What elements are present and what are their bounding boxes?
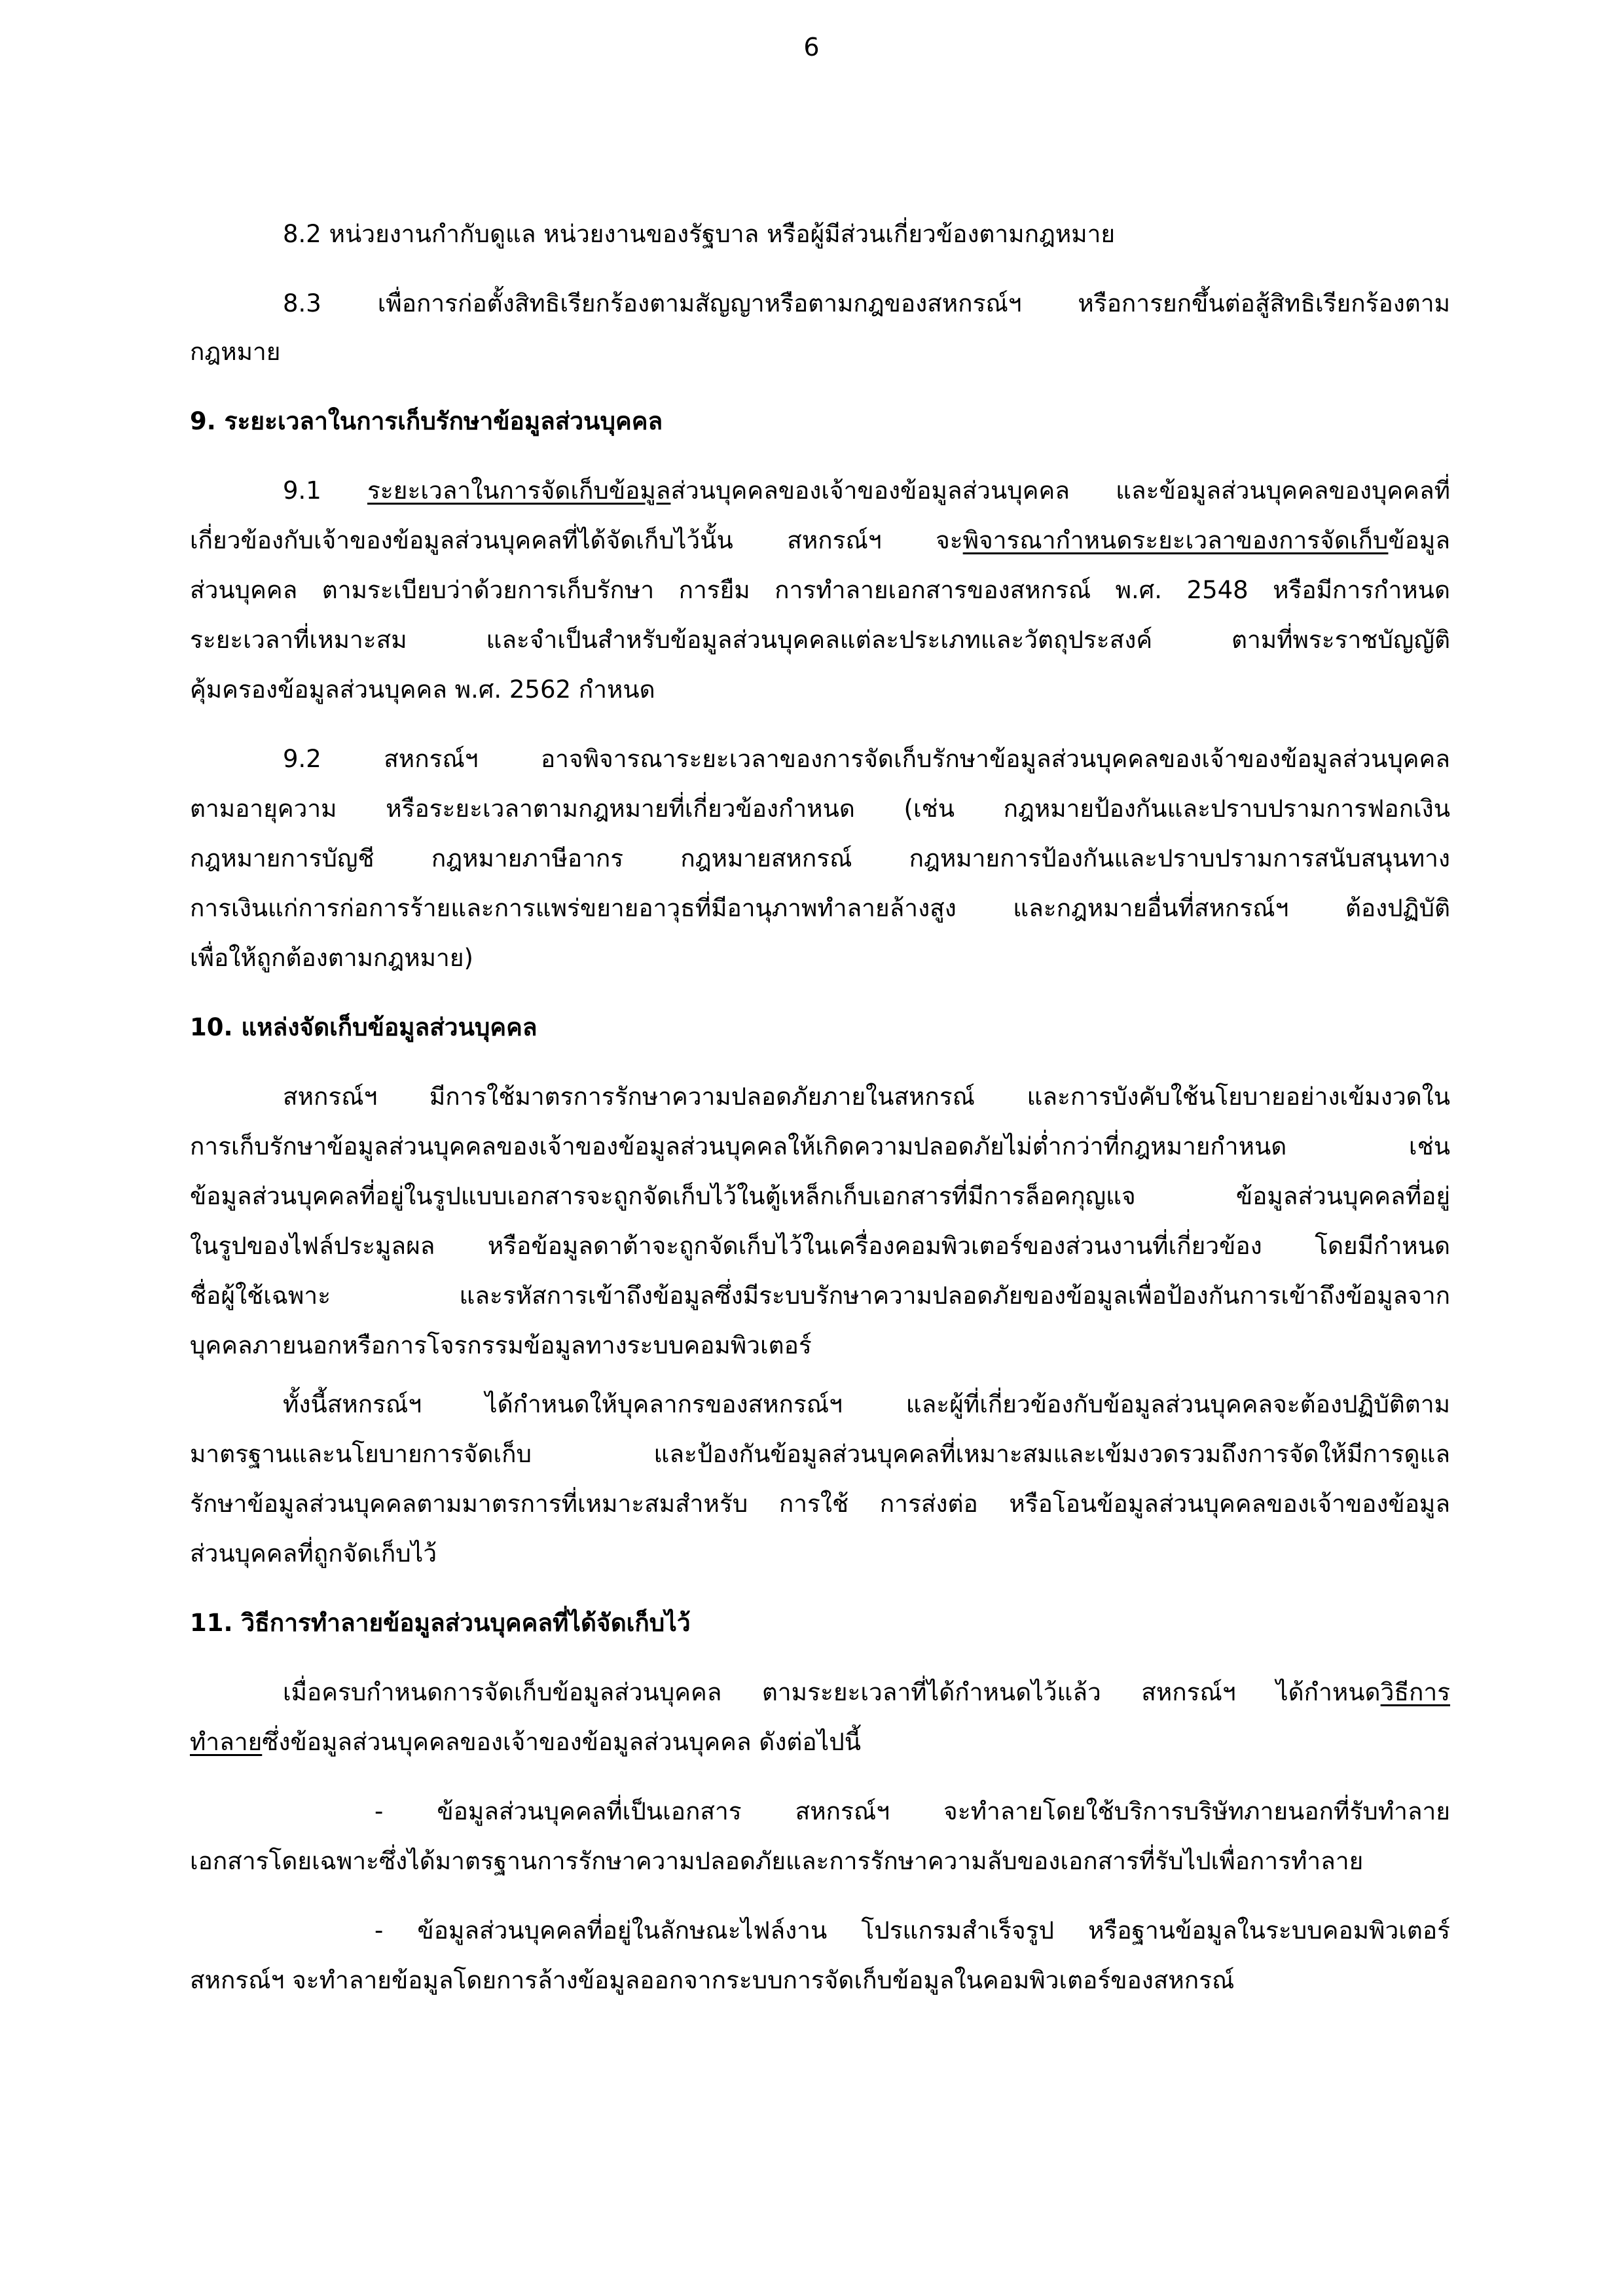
clause-9-1-line-1 [190,471,1450,511]
section-11-heading: 11. วิธีการทำลายข้อมูลส่วนบุคคลที่ได้จัดเก็บไว้ [190,1609,691,1637]
clause-9-1-line-2-end: ข้อมูล [1388,526,1450,554]
clause-8-3-line-2: กฎหมาย [190,338,281,366]
clause-9-1-line-1-rest: ส่วนบุคคลของเจ้าของข้อมูลส่วนบุคคล และข้อมูลส่วนบุคคลของบุคคลที่ [670,476,1451,505]
section-11-para-line-2-rest: ซึ่งข้อมูลส่วนบุคคลของเจ้าของข้อมูลส่วนบุคคล ดังต่อไปนี้ [262,1728,862,1756]
section-10-para-1-line-4: ในรูปของไฟล์ประมูลผล หรือข้อมูลดาต้าจะถูกจัดเก็บไว้ในเครื่องคอมพิวเตอร์ของส่วนงานที่เกี่ยวข้อง โดยมีกำหนด [190,1232,1450,1260]
clause-8-3-line-1: 8.3 เพื่อการก่อตั้งสิทธิเรียกร้องตามสัญญาหรือตามกฎของสหกรณ์ฯ หรือการยกขึ้นต่อสู้สิทธิเรียกร้องตาม [283,289,1450,317]
clause-9-1-line-2 [190,521,1450,560]
section-10-para-2-line-1: ทั้งนี้สหกรณ์ฯ ได้กำหนดให้บุคลากรของสหกรณ์ฯ และผู้ที่เกี่ยวข้องกับข้อมูลส่วนบุคคลจะต้องปฏิบัติตาม [283,1390,1450,1418]
clause-9-1-underlined-term: ระยะเวลาในการจัดเก็บข้อมูล [367,476,671,505]
section-11-underlined-method: วิธีการ [1380,1678,1450,1706]
section-10-para-1-line-5: ชื่อผู้ใช้เฉพาะ และรหัสการเข้าถึงข้อมูลซึ่งมีระบบรักษาความปลอดภัยของข้อมูลเพื่อป้องกันการเข้าถึงข้อมูลจาก [190,1282,1450,1310]
page-number: 6 [803,33,820,62]
clause-9-2-line-4: การเงินแก่การก่อการร้ายและการแพร่ขยายอาวุธที่มีอานุภาพทำลายล้างสูง และกฎหมายอื่นที่สหกรณ์ฯ ต้องปฏิบัติ [190,894,1450,922]
section-11-bullet-2-line-2: สหกรณ์ฯ จะทำลายข้อมูลโดยการล้างข้อมูลออกจากระบบการจัดเก็บข้อมูลในคอมพิวเตอร์ของสหกรณ์ [190,1966,1235,1994]
section-10-para-1-line-6: บุคคลภายนอกหรือการโจรกรรมข้อมูลทางระบบคอมพิวเตอร์ [190,1331,812,1359]
section-11-bullet-2-line-1: - ข้อมูลส่วนบุคคลที่อยู่ในลักษณะไฟล์งาน โปรแกรมสำเร็จรูป หรือฐานข้อมูลในระบบคอมพิวเตอร์ [374,1916,1450,1945]
section-10-para-1-line-1: สหกรณ์ฯ มีการใช้มาตรการรักษาความปลอดภัยภายในสหกรณ์ และการบังคับใช้นโยบายอย่างเข้มงวดใน [283,1083,1450,1111]
section-10-para-2-line-4: ส่วนบุคคลที่ถูกจัดเก็บไว้ [190,1539,437,1568]
section-10-para-1-line-3: ข้อมูลส่วนบุคคลที่อยู่ในรูปแบบเอกสารจะถูกจัดเก็บไว้ในตู้เหล็กเก็บเอกสารที่มีการล็อคกุญแจ ข้อมูลส่วนบุคคลที่อยู่ [190,1182,1450,1210]
clause-9-2-line-3: กฎหมายการบัญชี กฎหมายภาษีอากร กฎหมายสหกรณ์ กฎหมายการป้องกันและปราบปรามการสนับสนุนทาง [190,844,1450,872]
clause-9-2-line-5: เพื่อให้ถูกต้องตามกฎหมาย) [190,944,473,972]
clause-9-1-underlined-phrase: พิจารณากำหนดระยะเวลาของการจัดเก็บ [962,526,1389,554]
clause-9-1-line-2-start: เกี่ยวข้องกับเจ้าของข้อมูลส่วนบุคคลที่ได้จัดเก็บไว้นั้น สหกรณ์ฯ จะ [190,526,963,554]
section-10-para-2-line-3: รักษาข้อมูลส่วนบุคคลตามมาตรการที่เหมาะสมสำหรับ การใช้ การส่งต่อ หรือโอนข้อมูลส่วนบุคคลของเจ้าของข้อมูล [190,1490,1450,1518]
clause-9-1-line-4: ระยะเวลาที่เหมาะสม และจำเป็นสำหรับข้อมูลส่วนบุคคลแต่ละประเภทและวัตถุประสงค์ ตามที่พระราชบัญญัติ [190,626,1450,654]
clause-9-1-line-3: ส่วนบุคคล ตามระเบียบว่าด้วยการเก็บรักษา การยืม การทำลายเอกสารของสหกรณ์ พ.ศ. 2548 หรือมีการกำหนด [190,576,1450,604]
section-10-para-2-line-2: มาตรฐานและนโยบายการจัดเก็บ และป้องกันข้อมูลส่วนบุคคลที่เหมาะสมและเข้มงวดรวมถึงการจัดให้มีการดูแล [190,1440,1450,1468]
section-11-underlined-destroy: ทำลาย [190,1728,263,1756]
section-11-bullet-1-line-2: เอกสารโดยเฉพาะซึ่งได้มาตรฐานการรักษาความปลอดภัยและการรักษาความลับของเอกสารที่รับไปเพื่อการทำลาย [190,1847,1364,1875]
clause-9-1-number: 9.1 [283,476,368,505]
clause-9-1-line-5: คุ้มครองข้อมูลส่วนบุคคล พ.ศ. 2562 กำหนด [190,675,655,704]
clause-8-2: 8.2 หน่วยงานกำกับดูแล หน่วยงานของรัฐบาล หรือผู้มีส่วนเกี่ยวข้องตามกฎหมาย [283,220,1116,248]
section-11-para-line-1-start: เมื่อครบกำหนดการจัดเก็บข้อมูลส่วนบุคคล ตามระยะเวลาที่ได้กำหนดไว้แล้ว สหกรณ์ฯ ได้กำหนด [283,1678,1381,1706]
section-9-heading: 9. ระยะเวลาในการเก็บรักษาข้อมูลส่วนบุคคล [190,407,663,435]
section-11-para-line-2 [190,1723,1450,1762]
section-11-bullet-1-line-1: - ข้อมูลส่วนบุคคลที่เป็นเอกสาร สหกรณ์ฯ จะทำลายโดยใช้บริการบริษัทภายนอกที่รับทำลาย [374,1797,1450,1825]
section-11-para-line-1 [190,1673,1450,1712]
clause-9-2-line-1: 9.2 สหกรณ์ฯ อาจพิจารณาระยะเวลาของการจัดเก็บรักษาข้อมูลส่วนบุคคลของเจ้าของข้อมูลส่วนบุคคล [283,745,1450,773]
section-10-para-1-line-2: การเก็บรักษาข้อมูลส่วนบุคคลของเจ้าของข้อมูลส่วนบุคคลให้เกิดความปลอดภัยไม่ต่ำกว่าที่กฎหมายกำหนด เช่น [190,1132,1450,1160]
clause-9-2-line-2: ตามอายุความ หรือระยะเวลาตามกฎหมายที่เกี่ยวข้องกำหนด (เช่น กฎหมายป้องกันและปราบปรามการฟอกเงิน [190,795,1450,823]
section-10-heading: 10. แหล่งจัดเก็บข้อมูลส่วนบุคคล [190,1013,538,1041]
